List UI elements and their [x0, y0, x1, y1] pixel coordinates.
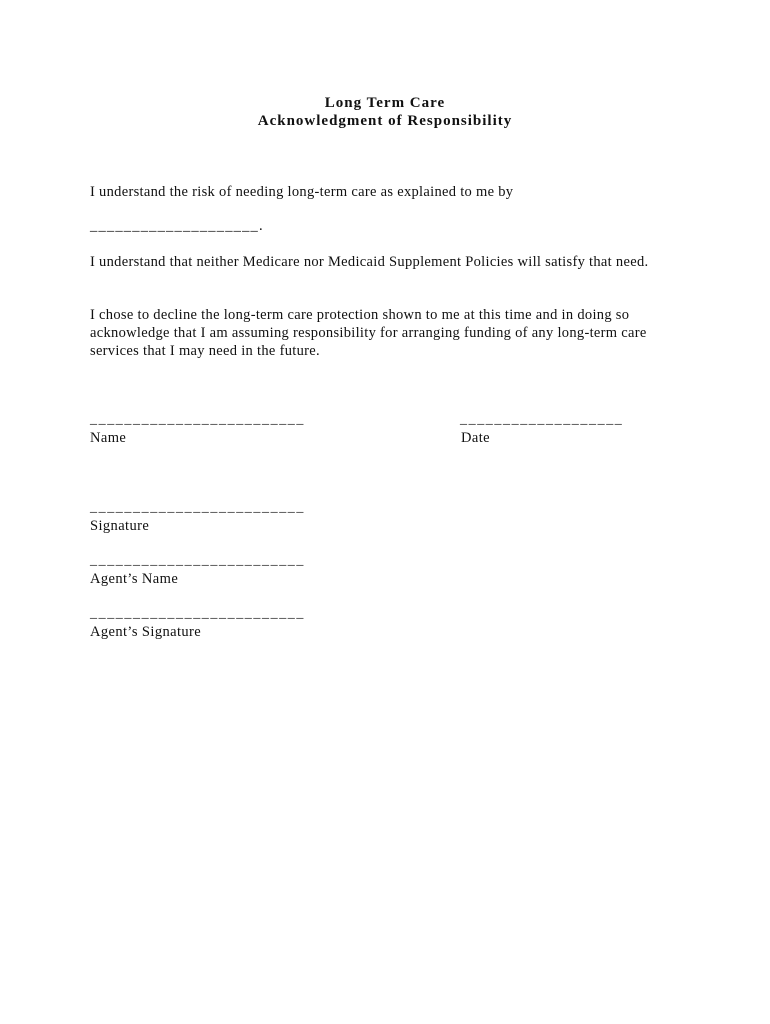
name-label: Name — [90, 430, 127, 446]
agent-name-blank[interactable]: ____________________. — [90, 218, 264, 234]
document-title: Long Term Care — [324, 95, 446, 111]
date-signature-line[interactable]: ___________________ — [460, 412, 624, 427]
signature-label: Signature — [90, 518, 150, 534]
agent-signature-line[interactable]: _________________________ — [90, 606, 305, 621]
agent-signature-label: Agent’s Signature — [90, 624, 202, 640]
medicare-statement: I understand that neither Medicare nor Medicaid Supplement Policies will satisfy that need. — [90, 254, 649, 270]
risk-statement: I understand the risk of needing long-term care as explained to me by — [90, 184, 514, 200]
signature-line[interactable]: _________________________ — [90, 500, 305, 515]
name-signature-line[interactable]: _________________________ — [90, 412, 305, 427]
decline-statement: I chose to decline the long-term care protection shown to me at this time and in doing so acknowledge that I am assuming responsibility for arranging funding of any long-term care services that I may need in the future. — [90, 307, 647, 359]
date-label: Date — [461, 430, 490, 446]
document-subtitle: Acknowledgment of Responsibility — [257, 113, 513, 129]
agent-name-label: Agent’s Name — [90, 571, 179, 587]
agent-name-line[interactable]: _________________________ — [90, 553, 305, 568]
